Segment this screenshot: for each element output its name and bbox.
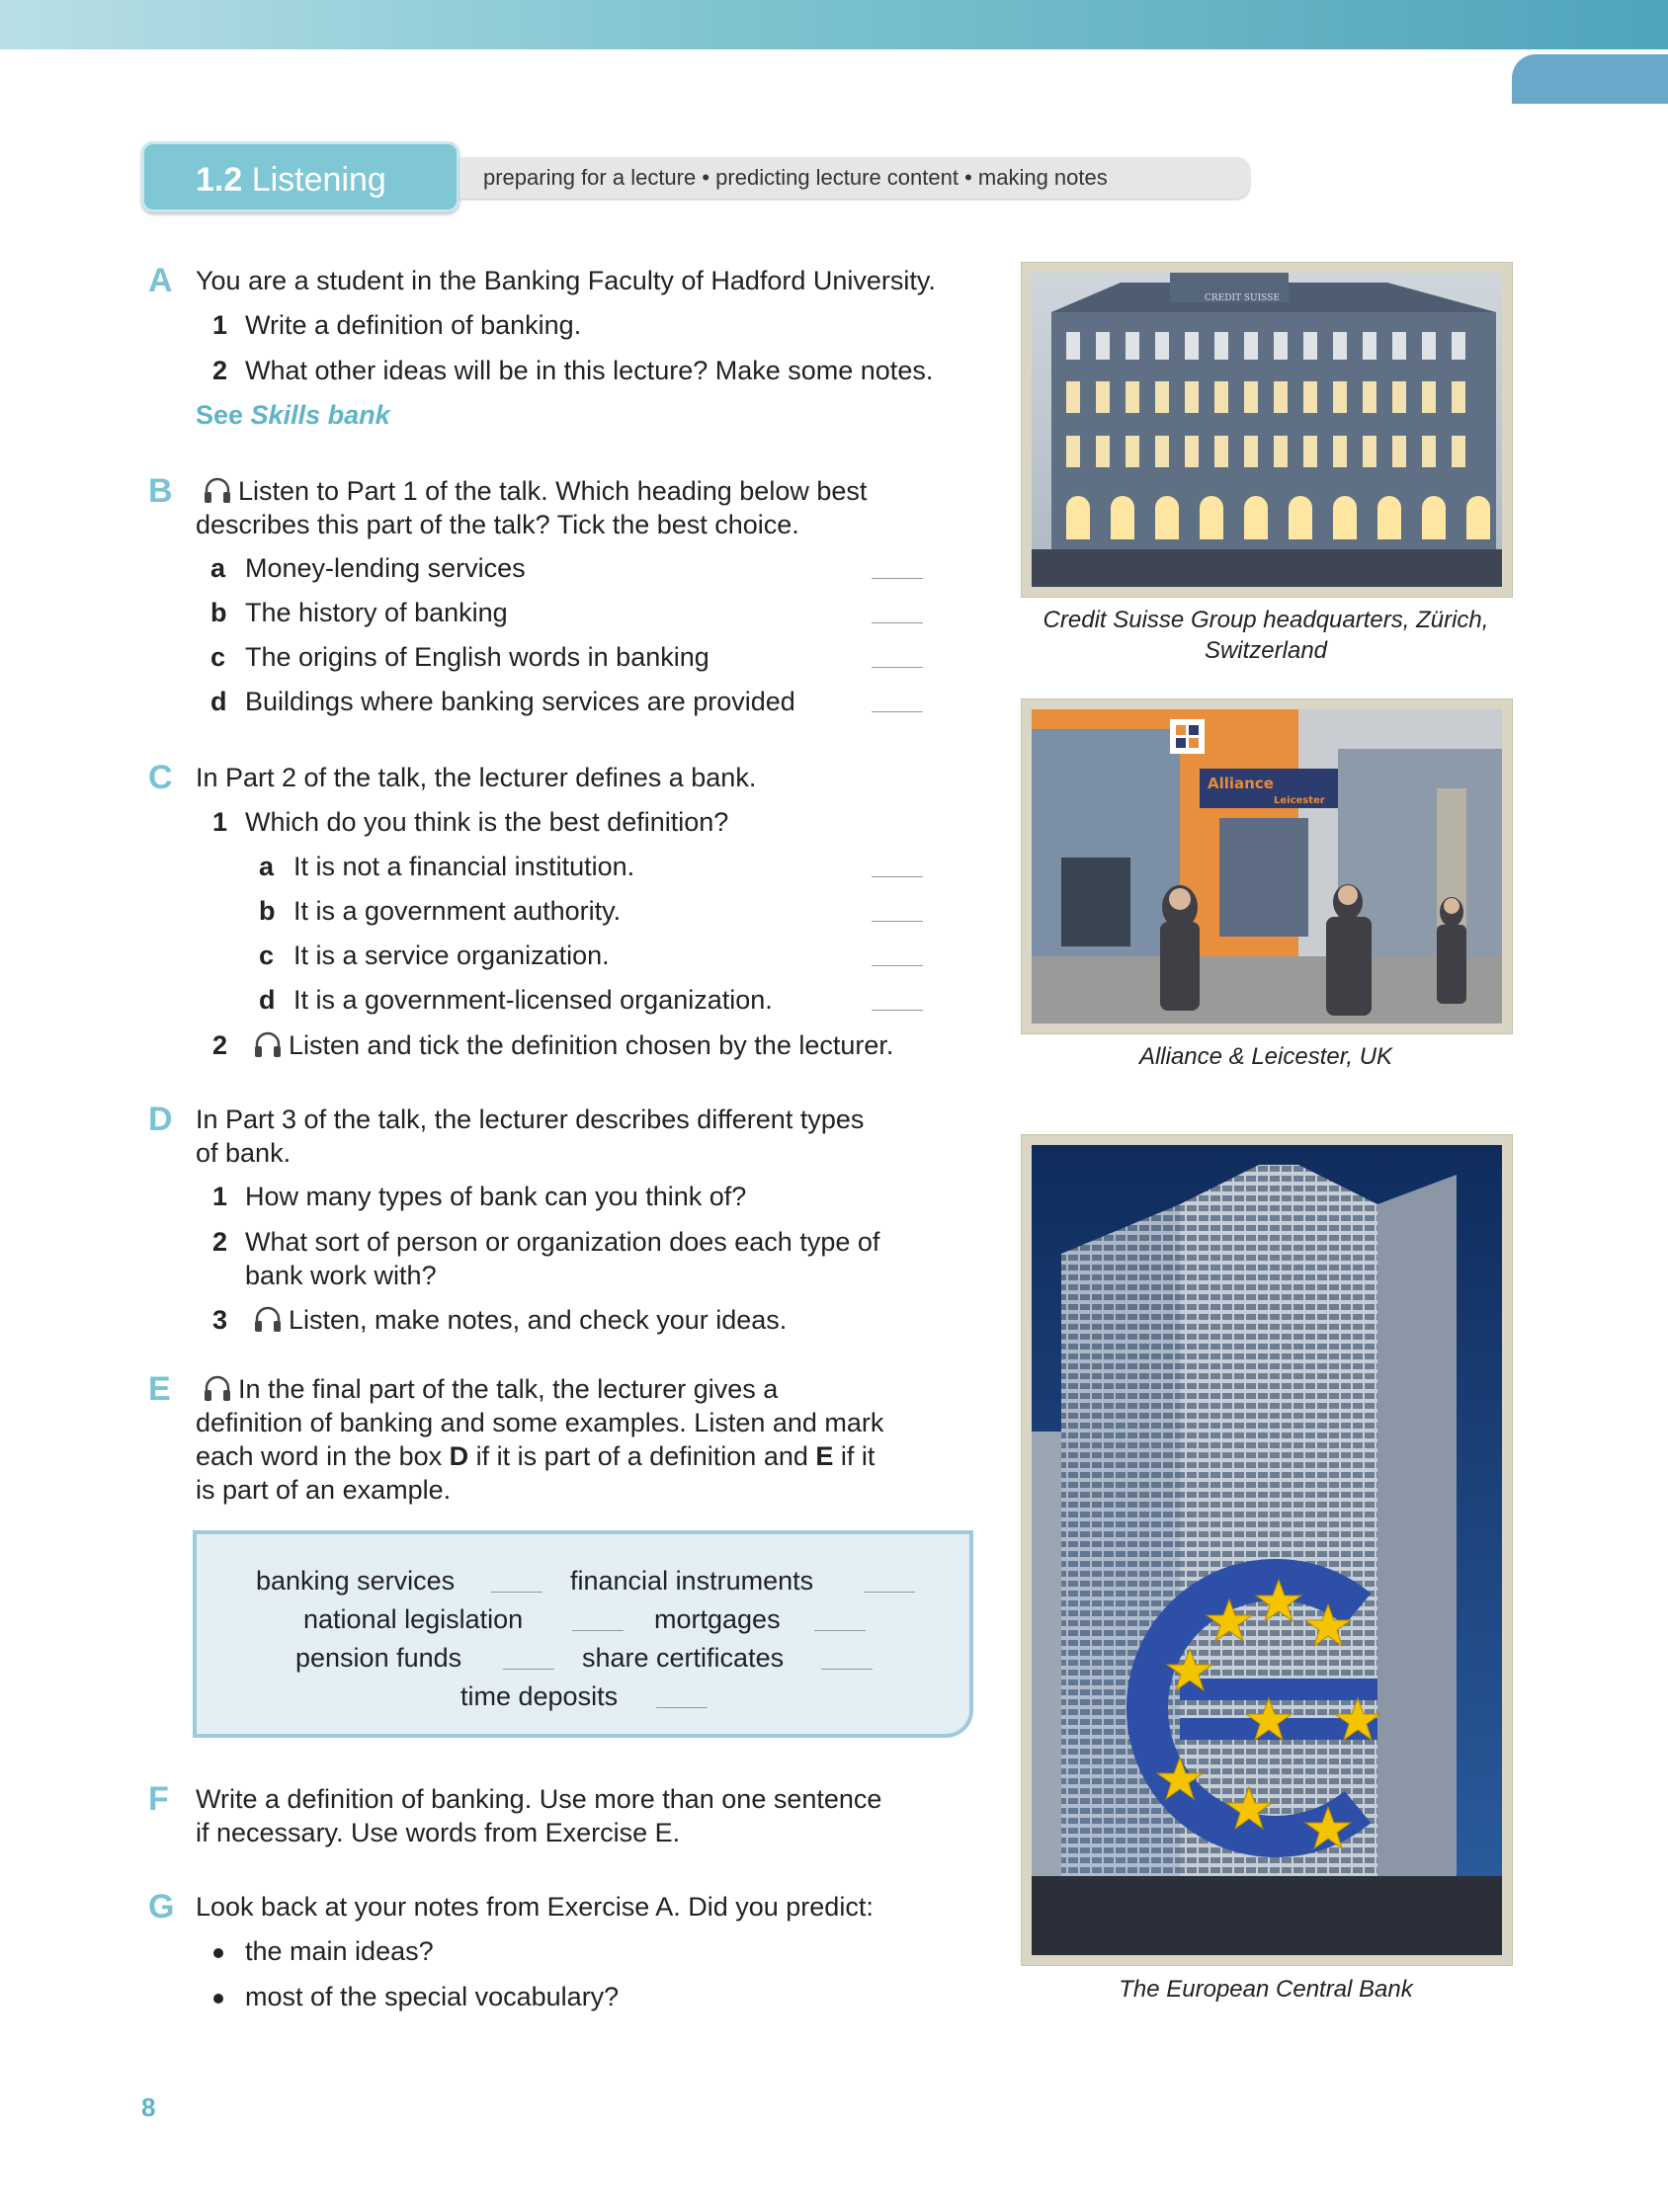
exercise-letter: G: [148, 1888, 175, 1925]
word-item: banking services: [256, 1566, 456, 1596]
option-letter: d: [210, 687, 227, 716]
exercise-b-option-c: The origins of English words in banking: [245, 642, 709, 672]
top-band: [0, 0, 1668, 49]
option-letter: c: [210, 642, 226, 672]
exercise-c-question-1: Which do you think is the best definition?: [245, 807, 729, 837]
answer-blank[interactable]: [572, 1630, 624, 1631]
bullet-point: [213, 1994, 223, 2004]
option-letter: a: [210, 553, 226, 583]
leicester-sign: Leicester: [1274, 795, 1325, 806]
photo-caption: Alliance & Leicester, UK: [1138, 1043, 1393, 1070]
exercise-letter: C: [148, 759, 173, 796]
photo-caption: The European Central Bank: [1119, 1976, 1413, 2003]
exercise-c-intro: In Part 2 of the talk, the lecturer defines a bank.: [196, 763, 757, 792]
exercise-d-line-1: In Part 3 of the talk, the lecturer describes different types: [196, 1105, 865, 1134]
answer-blank[interactable]: [872, 667, 923, 668]
item-number: 1: [212, 1182, 228, 1211]
exercise-letter: A: [148, 262, 173, 299]
headphones-icon: [253, 1030, 283, 1058]
item-number: 3: [212, 1305, 228, 1335]
headphones-icon: [203, 1374, 232, 1402]
item-number: 1: [212, 807, 228, 837]
bullet-point: [213, 1948, 223, 1958]
exercise-letter: D: [148, 1101, 173, 1138]
exercise-a-item-1: Write a definition of banking.: [245, 310, 582, 340]
answer-blank[interactable]: [872, 876, 923, 877]
skills-bank-link[interactable]: See Skills bank: [196, 400, 390, 430]
exercise-d-question-2-line-1: What sort of person or organization does each type of: [245, 1227, 880, 1257]
item-number: 2: [212, 1227, 228, 1257]
answer-blank[interactable]: [503, 1669, 554, 1670]
section-number: 1.2: [196, 161, 243, 199]
word-item: national legislation: [303, 1604, 524, 1634]
alliance-leicester-street-image: [1032, 709, 1502, 1024]
option-letter: c: [259, 941, 275, 970]
exercise-b-line-1: Listen to Part 1 of the talk. Which heading below best: [203, 474, 867, 508]
exercise-letter: E: [148, 1370, 171, 1408]
exercise-letter: F: [148, 1780, 169, 1818]
exercise-g-intro: Look back at your notes from Exercise A. Did you predict:: [196, 1892, 874, 1922]
option-letter: b: [259, 896, 276, 926]
answer-blank[interactable]: [872, 965, 923, 966]
section-topics: preparing for a lecture • predicting lecture content • making notes: [459, 157, 1250, 199]
answer-blank[interactable]: [872, 711, 923, 712]
exercise-d-question-2-line-2: bank work with?: [245, 1261, 437, 1290]
word-item: pension funds: [295, 1643, 462, 1673]
section-label: [141, 141, 459, 212]
exercise-b-line-2: describes this part of the talk? Tick the best choice.: [196, 510, 799, 539]
exercise-d-question-1: How many types of bank can you think of?: [245, 1182, 747, 1211]
exercise-b-option-a: Money-lending services: [245, 553, 526, 583]
answer-blank[interactable]: [872, 921, 923, 922]
word-item: time deposits: [460, 1681, 619, 1711]
answer-blank[interactable]: [491, 1592, 542, 1593]
european-central-bank-image: [1032, 1145, 1502, 1955]
section-header: [141, 141, 1253, 216]
answer-blank[interactable]: [656, 1707, 708, 1708]
top-page-edge: [0, 49, 1510, 109]
page-number: 8: [141, 2092, 156, 2122]
word-item: share certificates: [582, 1643, 785, 1673]
alliance-leicester-photo: [1021, 698, 1513, 1034]
headphones-icon: [253, 1305, 283, 1333]
answer-blank[interactable]: [872, 578, 923, 579]
exercise-c-option-c: It is a service organization.: [293, 941, 610, 970]
exercise-e-line-1: In the final part of the talk, the lecturer gives a: [203, 1372, 778, 1406]
alliance-sign: Alliance: [1208, 775, 1274, 792]
exercise-a-item-2: What other ideas will be in this lecture? Make some notes.: [245, 356, 934, 385]
exercise-c-option-b: It is a government authority.: [293, 896, 622, 926]
exercise-e-line-3: each word in the box D if it is part of a definition and E if it: [196, 1441, 876, 1471]
word-item: financial instruments: [570, 1566, 814, 1596]
exercise-f-line-1: Write a definition of banking. Use more than one sentence: [196, 1784, 882, 1814]
word-item: mortgages: [654, 1604, 781, 1634]
exercise-f-line-2: if necessary. Use words from Exercise E.: [196, 1818, 681, 1847]
exercise-e-line-4: is part of an example.: [196, 1475, 452, 1505]
exercise-b-option-d: Buildings where banking services are provided: [245, 687, 795, 716]
exercise-d-line-2: of bank.: [196, 1138, 292, 1168]
item-number: 2: [212, 1030, 228, 1060]
answer-blank[interactable]: [821, 1669, 873, 1670]
option-letter: a: [259, 852, 275, 881]
exercise-letter: B: [148, 472, 173, 510]
exercise-c-option-a: It is not a financial institution.: [293, 852, 635, 881]
exercise-g-bullet-1: the main ideas?: [245, 1936, 434, 1966]
answer-blank[interactable]: [872, 622, 923, 623]
exercise-a-intro: You are a student in the Banking Faculty of Hadford University.: [196, 266, 936, 295]
option-letter: b: [210, 598, 227, 627]
exercise-e-line-2: definition of banking and some examples. Listen and mark: [196, 1408, 884, 1437]
exercise-b-option-b: The history of banking: [245, 598, 508, 627]
top-right-tab: [1512, 54, 1668, 104]
credit-suisse-photo: [1021, 262, 1513, 598]
section-title: Listening: [251, 161, 386, 199]
item-number: 2: [212, 356, 228, 385]
credit-suisse-sign: CREDIT SUISSE: [1205, 293, 1280, 303]
answer-blank[interactable]: [864, 1592, 915, 1593]
photo-caption: Credit Suisse Group headquarters, Zürich, Switzerland: [1042, 607, 1489, 664]
exercise-c-question-2: Listen and tick the definition chosen by the lecturer.: [253, 1028, 893, 1062]
exercise-g-bullet-2: most of the special vocabulary?: [245, 1982, 620, 2011]
option-letter: d: [259, 985, 276, 1015]
european-central-bank-photo: [1021, 1134, 1513, 1966]
exercise-d-question-3: Listen, make notes, and check your ideas.: [253, 1303, 787, 1337]
answer-blank[interactable]: [814, 1630, 866, 1631]
credit-suisse-building-image: [1032, 273, 1502, 587]
item-number: 1: [212, 310, 228, 340]
answer-blank[interactable]: [872, 1010, 923, 1011]
exercise-c-option-d: It is a government-licensed organization.: [293, 985, 773, 1015]
headphones-icon: [203, 476, 232, 504]
word-box: [193, 1530, 973, 1738]
